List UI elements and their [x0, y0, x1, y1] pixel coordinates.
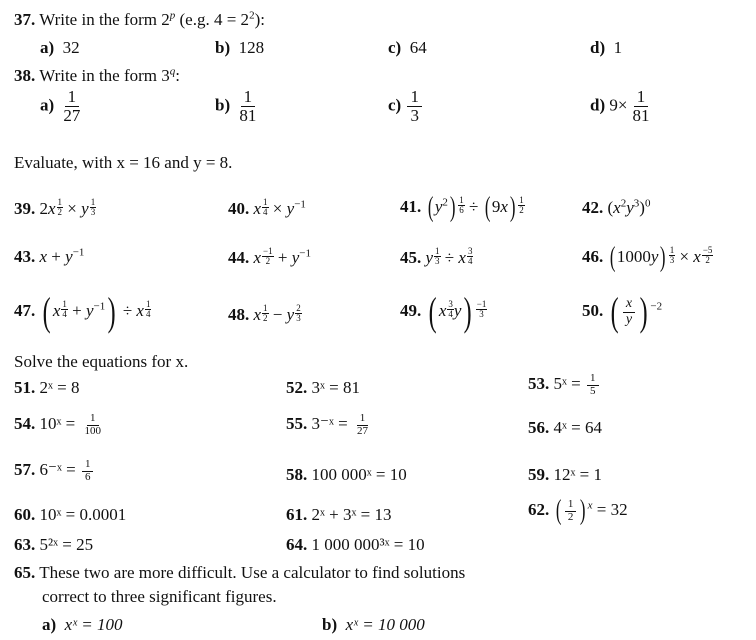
q42-number: 42. [582, 198, 604, 217]
q37-b-value: 128 [238, 38, 265, 57]
q38-d-num: 1 [634, 88, 649, 107]
q55-number: 55. [286, 413, 308, 433]
q52-number: 52. [286, 378, 308, 397]
q62-den: 2 [567, 510, 574, 523]
q46-expr: ( 1000y) $\frac{1}{3}$ × x $\frac{-5}{2}$ [609, 242, 713, 273]
q38-d-den: 81 [632, 105, 650, 125]
q62-fraction [565, 499, 577, 523]
q55-den: 27 [356, 424, 368, 437]
q45-expr: y $\frac{1}{3}$ ÷ x $\frac{3}{4}$ [425, 246, 473, 267]
q57-lhs: 6⁻ˣ = [39, 459, 76, 479]
q37-c [388, 38, 427, 58]
q65-b-equation: xˣ = 10 000 [345, 615, 425, 634]
q46-number: 46. [582, 246, 604, 266]
q37-prompt [14, 10, 265, 30]
q38-text: Write in the form 3 [39, 66, 170, 85]
q52-equation: 3ˣ = 81 [311, 378, 361, 397]
q65-a-label: a) [42, 615, 57, 634]
q65-a [42, 615, 123, 635]
q47-expr: ( x $\frac{1}{4}$ + $y^{-1}) \div x$ $\frac{1}{4}$ [42, 289, 151, 334]
q64-number: 64. [286, 535, 308, 554]
q48 [228, 304, 302, 325]
q40-number: 40. [228, 199, 250, 218]
q65-number: 65. [14, 563, 36, 582]
evaluate-heading: Evaluate, with x = 16 and y = 8. [14, 153, 233, 172]
q50-number: 50. [582, 300, 604, 320]
q38-a [40, 88, 85, 125]
q58 [286, 465, 407, 485]
q47 [14, 289, 151, 334]
q63-equation: 5²ˣ = 25 [39, 535, 94, 554]
q41-number: 41. [400, 196, 422, 216]
q62-num: 1 [565, 499, 577, 512]
q37-sup-p: p [169, 9, 176, 22]
q38-b-label: b) [215, 95, 231, 115]
q62-number: 62. [528, 499, 550, 519]
q62: 62. ( $\frac{1}{2}$ ) $^x$ = 32 [528, 495, 628, 526]
q65-line1 [14, 563, 465, 583]
q49-expr: ( x $\frac{3}{4}$ y) $\frac{-1}{3}$ [428, 289, 487, 334]
q65-line2: correct to three significant figures. [42, 587, 277, 606]
q54-den: 100 [84, 424, 102, 437]
q65-b-label: b) [322, 615, 338, 634]
q40 [228, 198, 306, 219]
q53-number: 53. [528, 373, 550, 393]
q64-equation: 1 000 000³ˣ = 10 [311, 535, 425, 554]
q53 [528, 373, 601, 397]
q48-number: 48. [228, 305, 250, 324]
q53-lhs: 5ˣ = [553, 373, 581, 393]
q63 [14, 535, 93, 555]
q37-b [215, 38, 264, 58]
q42-expr: $(x^2y^3)^0$ [607, 197, 651, 217]
q46 [582, 244, 713, 272]
q38-d-prefix: 9× [609, 95, 628, 115]
q50-expr: ( $\frac{x}{y}$ ) $^{-2}$ [610, 289, 663, 334]
q50 [582, 289, 663, 334]
q65-text-1: These two are more difficult. Use a calculator to find solutions [39, 563, 466, 582]
q38-a-fraction [60, 88, 83, 125]
q40-expr: x $\frac{1}{4}$ × $y^{-1}$ [253, 197, 306, 218]
q37-d-label: d) [590, 38, 606, 57]
q63-number: 63. [14, 535, 36, 554]
q49-number: 49. [400, 300, 422, 320]
q51-equation: 2ˣ = 8 [39, 378, 80, 397]
q38-colon: : [175, 66, 180, 85]
q41-expr: ( $y^2$) $\frac{1}{6}$ ÷ ( 9x) $\frac{1}{2}$ [427, 192, 524, 223]
q43 [14, 247, 84, 267]
q55-num: 1 [357, 413, 369, 426]
q37-number: 37. [14, 10, 36, 29]
q56-number: 56. [528, 418, 550, 437]
q37-close: ): [254, 10, 265, 29]
q57-fraction [82, 459, 94, 483]
q55-lhs: 3⁻ˣ = [311, 413, 348, 433]
q37-sup-2: 2 [249, 9, 255, 22]
q38-a-label: a) [40, 95, 55, 115]
q53-fraction [587, 373, 599, 397]
q38-d [590, 88, 654, 125]
q38-b-fraction [236, 88, 259, 125]
q61-equation: 2ˣ + 3ˣ = 13 [311, 505, 392, 524]
q51 [14, 378, 80, 398]
q38-a-num: 1 [65, 88, 80, 107]
q37-c-value: 64 [409, 38, 427, 57]
q38-c-num: 1 [407, 88, 422, 107]
q54 [14, 413, 106, 437]
q58-equation: 100 000ˣ = 10 [311, 465, 407, 484]
q37-a-label: a) [40, 38, 55, 57]
q60-equation: 10ˣ = 0.0001 [39, 505, 127, 524]
q39 [14, 198, 96, 219]
q57-den: 6 [84, 470, 91, 483]
q41 [400, 194, 525, 222]
q44-expr: x $\frac{-1}{2}$ + $y^{-1}$ [253, 246, 311, 267]
q56 [528, 418, 602, 438]
q47-number: 47. [14, 300, 36, 320]
q59 [528, 465, 602, 485]
q38-b [215, 88, 261, 125]
q37-d [590, 38, 622, 58]
q61-number: 61. [286, 505, 308, 524]
q38-c [388, 88, 424, 125]
q45-number: 45. [400, 248, 422, 267]
q37-b-label: b) [215, 38, 231, 57]
q57-num: 1 [82, 459, 94, 472]
q59-equation: 12ˣ = 1 [553, 465, 603, 484]
q38-c-label: c) [388, 95, 402, 115]
q65-b [322, 615, 425, 635]
q37-d-value: 1 [613, 38, 623, 57]
q42 [582, 198, 650, 218]
q45 [400, 247, 473, 268]
q37-text: Write in the form 2 [39, 10, 170, 29]
q38-d-label: d) [590, 95, 606, 115]
q53-num: 1 [587, 373, 599, 386]
q37-a-value: 32 [62, 38, 80, 57]
q62-rhs: = 32 [596, 499, 628, 519]
q43-number: 43. [14, 247, 36, 266]
q39-number: 39. [14, 199, 36, 218]
q55 [286, 413, 373, 437]
q54-num: 1 [87, 413, 99, 426]
q60-number: 60. [14, 505, 36, 524]
q38-b-num: 1 [241, 88, 256, 107]
q51-number: 51. [14, 378, 36, 397]
q52 [286, 378, 360, 398]
q55-fraction [354, 413, 371, 437]
q49 [400, 289, 487, 334]
q54-fraction [82, 413, 105, 437]
q61 [286, 505, 392, 525]
q38-d-fraction [629, 88, 652, 125]
q37-example: (e.g. 4 = 2 [175, 10, 250, 29]
q37-a [40, 38, 80, 58]
q58-number: 58. [286, 465, 308, 484]
q43-expr: $x + y^{-1}$ [39, 246, 85, 266]
q44 [228, 247, 311, 268]
solve-heading: Solve the equations for x. [14, 352, 189, 371]
q39-expr: 2x $\frac{1}{2}$ × y $\frac{1}{3}$ [39, 197, 96, 218]
q56-equation: 4ˣ = 64 [553, 418, 603, 437]
q38-c-fraction [407, 88, 422, 125]
q38-c-den: 3 [410, 105, 419, 125]
q60 [14, 505, 126, 525]
q38-number: 38. [14, 66, 36, 85]
q38-prompt [14, 66, 180, 86]
q38-sup-q: q [169, 65, 176, 78]
q64 [286, 535, 425, 555]
q44-number: 44. [228, 248, 250, 267]
q57 [14, 459, 95, 483]
q48-expr: x $\frac{1}{2}$ − y $\frac{2}{3}$ [253, 303, 301, 324]
q37-c-label: c) [388, 38, 402, 57]
q38-a-den: 27 [63, 105, 81, 125]
q53-den: 5 [590, 384, 596, 397]
q54-lhs: 10ˣ = [39, 413, 76, 433]
q59-number: 59. [528, 465, 550, 484]
q38-b-den: 81 [239, 105, 257, 125]
q57-number: 57. [14, 459, 36, 479]
q65-a-equation: xˣ = 100 [64, 615, 123, 634]
q54-number: 54. [14, 413, 36, 433]
